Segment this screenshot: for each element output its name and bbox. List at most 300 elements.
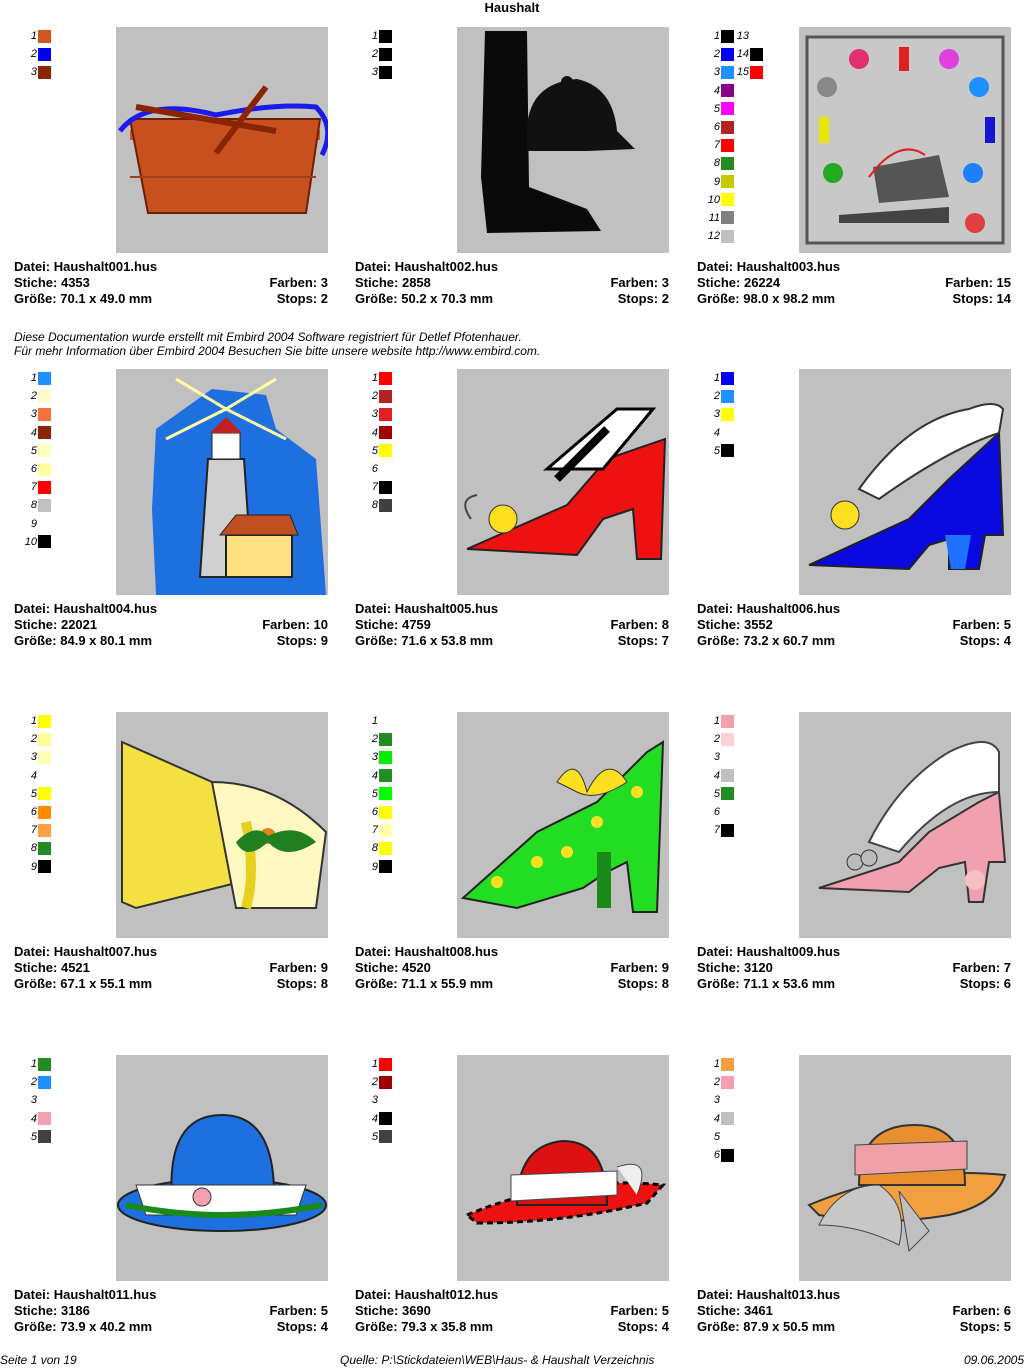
stop-count: 4 <box>661 1319 669 1334</box>
file-line <box>14 1287 156 1303</box>
thread-color-swatch <box>721 1112 734 1125</box>
thread-swatch-row <box>733 27 763 45</box>
stops-line <box>618 1319 669 1335</box>
thread-number: 6 <box>371 463 378 476</box>
file-label: Datei: <box>697 1287 734 1302</box>
stops-line <box>618 976 669 992</box>
stops-line <box>952 291 1011 307</box>
thread-number: 4 <box>30 769 37 782</box>
thread-palette <box>23 27 73 257</box>
thread-swatch-row <box>23 839 73 857</box>
colors-line <box>610 1303 669 1319</box>
colors-label: Farben: <box>952 1303 1001 1318</box>
size-line <box>697 976 835 992</box>
stop-count: 7 <box>661 633 669 648</box>
thread-swatch-row <box>706 748 756 766</box>
design-card-6 <box>697 369 1011 669</box>
thread-color-swatch <box>721 193 734 206</box>
thread-color-swatch <box>750 30 763 43</box>
stops-label: Stops: <box>959 633 1001 648</box>
thread-swatch-row <box>364 405 414 423</box>
stops-line <box>277 291 328 307</box>
thread-color-swatch <box>379 444 392 457</box>
stitch-count: 2858 <box>401 275 431 290</box>
thread-swatch-row <box>364 767 414 785</box>
file-line <box>697 944 840 960</box>
file-name: Haushalt008.hus <box>394 944 499 959</box>
thread-swatch-row <box>364 1110 414 1128</box>
thread-number: 4 <box>713 84 720 97</box>
file-label: Datei: <box>355 259 392 274</box>
notice-line-1: Diese Documentation wurde erstellt mit Embird 2004 Software registriert für Detlef Pfotenhauer. <box>14 330 522 344</box>
embroidery-preview <box>116 1055 328 1281</box>
stops-line <box>277 976 328 992</box>
color-count: 15 <box>996 275 1011 290</box>
thread-color-swatch <box>38 481 51 494</box>
thread-color-swatch <box>38 1058 51 1071</box>
size-line <box>14 976 152 992</box>
file-line <box>697 259 840 275</box>
stitch-count: 4759 <box>401 617 431 632</box>
thread-palette <box>364 712 414 942</box>
thread-number: 3 <box>371 1094 378 1107</box>
file-name: Haushalt003.hus <box>736 259 841 274</box>
thread-swatch-row <box>23 712 73 730</box>
size-label: Größe: <box>14 633 57 648</box>
colors-line <box>945 275 1011 291</box>
thread-number: 7 <box>371 824 378 837</box>
thread-color-swatch <box>721 157 734 170</box>
design-size: 79.3 x 35.8 mm <box>401 1319 494 1334</box>
stops-line <box>960 976 1011 992</box>
design-card-2 <box>355 27 669 327</box>
thread-swatch-row <box>23 730 73 748</box>
thread-color-swatch <box>38 806 51 819</box>
size-label: Größe: <box>697 291 740 306</box>
thread-swatch-row <box>364 1128 414 1146</box>
size-line <box>355 1319 493 1335</box>
thread-swatch-row <box>706 442 756 460</box>
thread-number: 1 <box>30 1058 37 1071</box>
file-line <box>355 1287 498 1303</box>
design-size: 73.2 x 60.7 mm <box>743 633 836 648</box>
colors-label: Farben: <box>610 617 659 632</box>
thread-number: 1 <box>713 715 720 728</box>
stitches-line <box>697 1303 773 1319</box>
thread-number: 6 <box>713 806 720 819</box>
colors-label: Farben: <box>952 617 1001 632</box>
thread-swatch-row <box>364 858 414 876</box>
design-size: 67.1 x 55.1 mm <box>60 976 153 991</box>
file-name: Haushalt004.hus <box>53 601 158 616</box>
file-name: Haushalt002.hus <box>394 259 499 274</box>
footer-date: 09.06.2005 <box>963 1353 1024 1367</box>
thread-palette <box>364 27 414 257</box>
thread-swatch-row <box>23 533 73 551</box>
colors-line <box>269 275 328 291</box>
thread-swatch-row <box>23 1110 73 1128</box>
thread-swatch-row <box>23 748 73 766</box>
size-line <box>14 1319 152 1335</box>
thread-number: 8 <box>30 499 37 512</box>
thread-color-swatch <box>379 390 392 403</box>
thread-number: 4 <box>713 1112 720 1125</box>
thread-number: 5 <box>371 444 378 457</box>
design-size: 73.9 x 40.2 mm <box>60 1319 153 1334</box>
thread-number: 9 <box>713 175 720 188</box>
size-line <box>697 633 835 649</box>
stop-count: 5 <box>1003 1319 1011 1334</box>
color-count: 6 <box>1003 1303 1011 1318</box>
file-name: Haushalt009.hus <box>736 944 841 959</box>
size-label: Größe: <box>697 976 740 991</box>
thread-swatch-row <box>706 785 756 803</box>
thread-swatch-row <box>23 1073 73 1091</box>
thread-number: 4 <box>713 769 720 782</box>
thread-palette <box>23 712 73 942</box>
thread-number: 2 <box>30 1076 37 1089</box>
design-size: 71.6 x 53.8 mm <box>401 633 494 648</box>
thread-color-swatch <box>721 444 734 457</box>
size-line <box>14 633 152 649</box>
thread-number: 7 <box>713 824 720 837</box>
thread-number: 4 <box>371 1112 378 1125</box>
size-label: Größe: <box>697 1319 740 1334</box>
thread-color-swatch <box>721 175 734 188</box>
design-size: 87.9 x 50.5 mm <box>743 1319 836 1334</box>
stops-line <box>960 633 1011 649</box>
thread-palette <box>364 1055 414 1285</box>
embroidery-preview <box>116 369 328 595</box>
thread-swatch-row <box>23 1055 73 1073</box>
color-count: 10 <box>313 617 328 632</box>
thread-swatch-row <box>364 424 414 442</box>
thread-color-swatch <box>379 48 392 61</box>
thread-swatch-row <box>23 767 73 785</box>
thread-number: 2 <box>30 48 37 61</box>
thread-number: 5 <box>713 787 720 800</box>
thread-number: 3 <box>713 751 720 764</box>
thread-color-swatch <box>379 824 392 837</box>
thread-color-swatch <box>379 842 392 855</box>
thread-color-swatch <box>721 211 734 224</box>
design-card-9 <box>697 712 1011 1012</box>
thread-swatch-row <box>733 63 763 81</box>
thread-number: 9 <box>371 860 378 873</box>
thread-swatch-row <box>706 730 756 748</box>
design-info <box>697 259 1011 307</box>
thread-color-swatch <box>38 715 51 728</box>
thread-number: 5 <box>713 1130 720 1143</box>
stops-label: Stops: <box>959 1319 1001 1334</box>
thread-color-swatch <box>38 499 51 512</box>
thread-palette <box>23 1055 73 1285</box>
stitches-line <box>14 275 90 291</box>
color-count: 9 <box>320 960 328 975</box>
embroidery-preview <box>799 1055 1011 1281</box>
thread-number: 10 <box>707 193 720 206</box>
thread-color-swatch <box>379 860 392 873</box>
thread-number: 2 <box>371 390 378 403</box>
thread-color-swatch <box>750 48 763 61</box>
thread-color-swatch <box>38 733 51 746</box>
thread-number: 3 <box>30 751 37 764</box>
thread-number: 2 <box>713 48 720 61</box>
thread-color-swatch <box>379 66 392 79</box>
stitches-label: Stiche: <box>355 1303 399 1318</box>
design-card-4 <box>14 369 328 669</box>
thread-color-swatch <box>38 1094 51 1107</box>
stops-line <box>277 633 328 649</box>
design-card-8 <box>355 712 669 1012</box>
thread-color-swatch <box>721 121 734 134</box>
stitch-count: 3552 <box>743 617 773 632</box>
thread-number: 4 <box>30 1112 37 1125</box>
thread-number: 1 <box>713 30 720 43</box>
thread-color-swatch <box>379 751 392 764</box>
stops-label: Stops: <box>617 291 659 306</box>
design-card-11 <box>355 1055 669 1355</box>
thread-swatch-row <box>364 63 414 81</box>
thread-color-swatch <box>379 806 392 819</box>
colors-label: Farben: <box>610 960 659 975</box>
file-line <box>697 601 840 617</box>
design-info <box>697 944 1011 992</box>
design-size: 50.2 x 70.3 mm <box>401 291 494 306</box>
stitch-count: 3120 <box>743 960 773 975</box>
file-line <box>14 601 157 617</box>
size-label: Größe: <box>355 1319 398 1334</box>
thread-number: 3 <box>371 408 378 421</box>
stop-count: 4 <box>1003 633 1011 648</box>
thread-number: 12 <box>707 230 720 243</box>
colors-label: Farben: <box>610 275 659 290</box>
thread-number: 7 <box>713 139 720 152</box>
thread-swatch-row <box>23 45 73 63</box>
thread-color-swatch <box>721 102 734 115</box>
thread-number: 8 <box>371 499 378 512</box>
thread-number: 2 <box>713 733 720 746</box>
file-label: Datei: <box>14 601 51 616</box>
stitches-line <box>697 960 773 976</box>
thread-number: 2 <box>713 390 720 403</box>
thread-color-swatch <box>38 66 51 79</box>
thread-color-swatch <box>721 408 734 421</box>
file-label: Datei: <box>14 944 51 959</box>
thread-swatch-row <box>364 387 414 405</box>
thread-swatch-row <box>706 1073 756 1091</box>
thread-swatch-row <box>706 100 756 118</box>
thread-swatch-row <box>364 27 414 45</box>
color-count: 8 <box>661 617 669 632</box>
file-name: Haushalt005.hus <box>394 601 499 616</box>
file-line <box>14 944 157 960</box>
thread-color-swatch <box>379 733 392 746</box>
thread-number: 3 <box>713 408 720 421</box>
thread-swatch-row <box>706 712 756 730</box>
size-line <box>355 633 493 649</box>
thread-palette-extra <box>733 27 763 87</box>
thread-color-swatch <box>38 408 51 421</box>
thread-swatch-row <box>23 369 73 387</box>
thread-swatch-row <box>23 496 73 514</box>
size-label: Größe: <box>355 291 398 306</box>
thread-swatch-row <box>364 1073 414 1091</box>
thread-number: 10 <box>24 535 37 548</box>
thread-swatch-row <box>706 1091 756 1109</box>
design-size: 98.0 x 98.2 mm <box>743 291 836 306</box>
stitches-line <box>14 960 90 976</box>
stitches-line <box>355 617 431 633</box>
design-card-10 <box>14 1055 328 1355</box>
thread-number: 2 <box>371 48 378 61</box>
thread-color-swatch <box>38 1130 51 1143</box>
thread-swatch-row <box>23 387 73 405</box>
thread-swatch-row <box>23 424 73 442</box>
file-name: Haushalt013.hus <box>736 1287 841 1302</box>
thread-color-swatch <box>379 372 392 385</box>
thread-swatch-row <box>364 821 414 839</box>
thread-color-swatch <box>38 769 51 782</box>
thread-color-swatch <box>379 769 392 782</box>
thread-color-swatch <box>721 787 734 800</box>
thread-number: 1 <box>30 372 37 385</box>
file-name: Haushalt006.hus <box>736 601 841 616</box>
thread-number: 14 <box>736 48 749 61</box>
stitch-count: 4353 <box>60 275 90 290</box>
thread-palette <box>23 369 73 599</box>
thread-color-swatch <box>38 48 51 61</box>
stop-count: 9 <box>320 633 328 648</box>
thread-color-swatch <box>721 1058 734 1071</box>
thread-swatch-row <box>23 1091 73 1109</box>
embroidery-preview <box>457 1055 669 1281</box>
color-count: 5 <box>1003 617 1011 632</box>
thread-swatch-row <box>23 442 73 460</box>
thread-color-swatch <box>379 1130 392 1143</box>
colors-line <box>610 960 669 976</box>
stop-count: 4 <box>320 1319 328 1334</box>
thread-number: 11 <box>708 211 720 224</box>
thread-color-swatch <box>38 535 51 548</box>
thread-color-swatch <box>38 860 51 873</box>
thread-number: 3 <box>30 408 37 421</box>
color-count: 7 <box>1003 960 1011 975</box>
size-line <box>697 1319 835 1335</box>
thread-number: 3 <box>371 751 378 764</box>
stitches-label: Stiche: <box>697 275 741 290</box>
thread-number: 8 <box>30 842 37 855</box>
thread-palette <box>706 1055 756 1285</box>
design-card-5 <box>355 369 669 669</box>
size-label: Größe: <box>14 1319 57 1334</box>
thread-color-swatch <box>38 372 51 385</box>
thread-number: 5 <box>371 787 378 800</box>
thread-number: 9 <box>30 860 37 873</box>
size-line <box>355 291 493 307</box>
thread-color-swatch <box>721 751 734 764</box>
file-label: Datei: <box>355 1287 392 1302</box>
color-count: 5 <box>320 1303 328 1318</box>
stop-count: 2 <box>661 291 669 306</box>
size-label: Größe: <box>355 633 398 648</box>
stops-label: Stops: <box>617 976 659 991</box>
thread-swatch-row <box>364 45 414 63</box>
thread-number: 2 <box>713 1076 720 1089</box>
stop-count: 2 <box>320 291 328 306</box>
thread-number: 4 <box>371 769 378 782</box>
thread-color-swatch <box>38 444 51 457</box>
thread-swatch-row <box>364 785 414 803</box>
thread-swatch-row <box>23 803 73 821</box>
stitches-line <box>14 1303 90 1319</box>
design-size: 70.1 x 49.0 mm <box>60 291 153 306</box>
stitch-count: 3186 <box>60 1303 90 1318</box>
colors-label: Farben: <box>269 1303 318 1318</box>
thread-color-swatch <box>721 1130 734 1143</box>
design-info <box>355 1287 669 1335</box>
design-info <box>14 259 328 307</box>
stitches-label: Stiche: <box>14 1303 58 1318</box>
thread-swatch-row <box>364 748 414 766</box>
thread-color-swatch <box>38 824 51 837</box>
file-label: Datei: <box>355 601 392 616</box>
thread-color-swatch <box>38 1076 51 1089</box>
file-line <box>355 259 498 275</box>
colors-line <box>610 617 669 633</box>
thread-swatch-row <box>706 424 756 442</box>
thread-color-swatch <box>721 1094 734 1107</box>
thread-number: 1 <box>371 1058 378 1071</box>
thread-number: 1 <box>30 30 37 43</box>
thread-swatch-row <box>706 821 756 839</box>
stitch-count: 26224 <box>743 275 781 290</box>
thread-swatch-row <box>364 369 414 387</box>
page-title: Haushalt <box>484 0 540 15</box>
file-label: Datei: <box>14 259 51 274</box>
thread-color-swatch <box>721 769 734 782</box>
file-name: Haushalt001.hus <box>53 259 158 274</box>
notice-line-2: Für mehr Information über Embird 2004 Besuchen Sie bitte unsere website http://www.embird.com. <box>14 344 541 358</box>
thread-color-swatch <box>721 230 734 243</box>
colors-label: Farben: <box>269 960 318 975</box>
embroidery-preview <box>799 369 1011 595</box>
stitches-line <box>14 617 97 633</box>
thread-color-swatch <box>38 751 51 764</box>
thread-number: 3 <box>30 66 37 79</box>
color-count: 9 <box>661 960 669 975</box>
design-info <box>14 601 328 649</box>
stop-count: 8 <box>661 976 669 991</box>
stitches-label: Stiche: <box>697 1303 741 1318</box>
stitches-label: Stiche: <box>355 960 399 975</box>
thread-swatch-row <box>733 45 763 63</box>
embroidery-preview <box>457 369 669 595</box>
design-card-1 <box>14 27 328 327</box>
thread-color-swatch <box>379 426 392 439</box>
stops-line <box>277 1319 328 1335</box>
thread-number: 6 <box>30 806 37 819</box>
thread-swatch-row <box>23 460 73 478</box>
size-label: Größe: <box>14 291 57 306</box>
stitches-line <box>355 275 431 291</box>
colors-label: Farben: <box>952 960 1001 975</box>
size-line <box>697 291 835 307</box>
file-name: Haushalt012.hus <box>394 1287 499 1302</box>
stops-label: Stops: <box>276 1319 318 1334</box>
thread-swatch-row <box>706 136 756 154</box>
thread-swatch-row <box>364 478 414 496</box>
